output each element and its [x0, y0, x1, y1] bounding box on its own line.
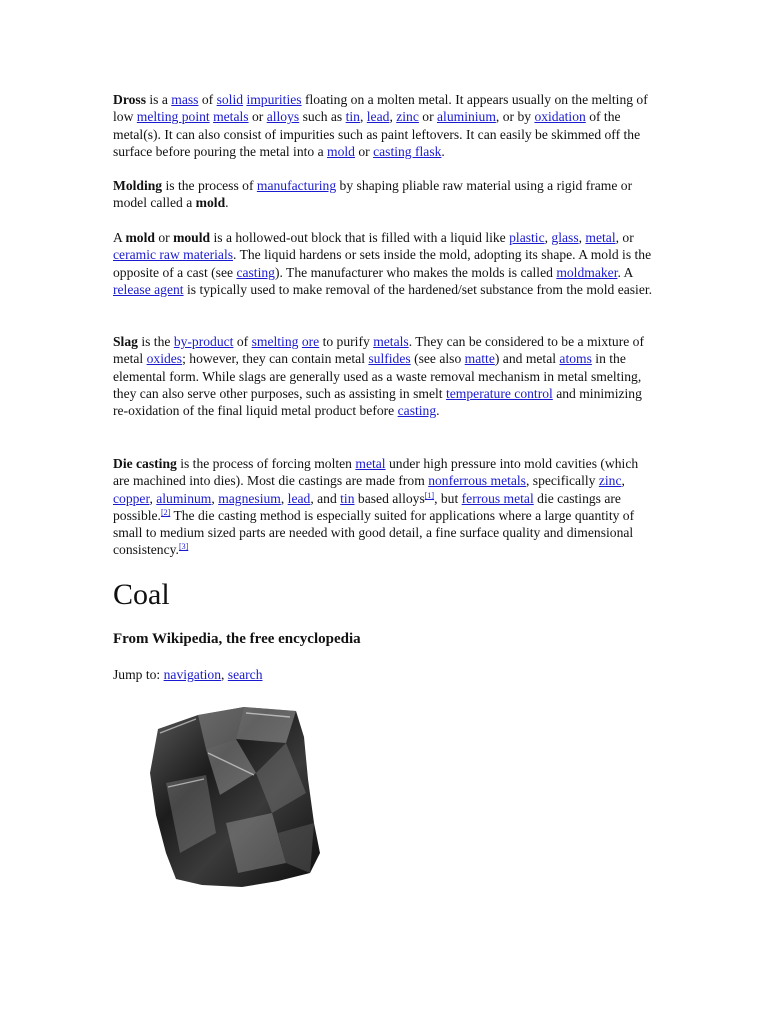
wiki-link-mass[interactable]: mass	[171, 92, 199, 107]
text-run: is the	[137, 334, 174, 349]
wiki-link-melting-point[interactable]: melting point	[136, 109, 210, 125]
text-run: or	[154, 230, 174, 245]
wiki-link-release-agent[interactable]: release agent	[113, 281, 184, 297]
bold-term: Dross	[113, 92, 146, 107]
text-run: is the process of forcing molten	[176, 456, 356, 471]
text-run: of	[198, 92, 217, 107]
bold-term: mold	[195, 195, 226, 211]
wiki-link-smelting[interactable]: smelting	[251, 334, 299, 349]
wiki-link-casting[interactable]: casting	[236, 264, 275, 280]
text-run: die castings are possible.	[113, 490, 621, 523]
text-run: ,	[578, 230, 586, 245]
wiki-link-atoms[interactable]: atoms	[559, 351, 592, 367]
text-run: such as	[299, 109, 346, 125]
text-run: by shaping pliable raw material using a rigid frame or model called a	[113, 178, 633, 211]
text-run: or	[418, 109, 438, 125]
bold-term: Molding	[113, 178, 163, 193]
wiki-link-aluminium[interactable]: aluminium	[437, 109, 496, 125]
bold-term: mould	[173, 230, 211, 245]
wiki-link-sulfides[interactable]: sulfides	[368, 351, 411, 367]
wiki-link-by-product[interactable]: by-product	[173, 334, 234, 349]
text-run: under high pressure into mold cavities (which are machined into dies). Most die castings are made from	[113, 456, 639, 489]
text-run: The die casting method is especially suited for applications where a large quantity of small to medium sized parts are needed with good detail, a fine surface quality and dimensional consistency.	[113, 507, 635, 558]
molding-paragraph	[113, 177, 653, 212]
text-run: or	[354, 143, 374, 159]
wiki-link-zinc[interactable]: zinc	[396, 109, 419, 125]
citation	[425, 491, 434, 500]
die-casting-paragraph	[113, 455, 653, 559]
text-run: (see also	[410, 351, 465, 367]
wiki-link-impurities[interactable]: impurities	[246, 92, 302, 107]
jump-to-bar	[113, 666, 263, 683]
text-run: ,	[211, 490, 219, 506]
wiki-link-mold[interactable]: mold	[327, 143, 355, 159]
text-run: ,	[149, 490, 157, 506]
citation	[179, 542, 188, 551]
wiki-link-ore[interactable]: ore	[301, 334, 320, 349]
wiki-link-nonferrous-metals[interactable]: nonferrous metals	[428, 473, 526, 489]
citation	[161, 508, 170, 517]
text-run: of	[233, 334, 252, 349]
text-run: , or	[615, 230, 634, 245]
wiki-link-casting[interactable]: casting	[397, 403, 437, 419]
text-run: is a hollowed-out block that is filled with a liquid like	[210, 230, 510, 245]
wiki-link-matte[interactable]: matte	[464, 351, 495, 367]
wiki-link-glass[interactable]: glass	[551, 230, 579, 245]
wiki-link-plastic[interactable]: plastic	[509, 230, 545, 245]
text-run: is a	[145, 92, 172, 107]
text-run: is typically used to make removal of the hardened/set substance from the mold easier.	[183, 281, 653, 297]
text-run: ; however, they can contain metal	[182, 351, 369, 367]
coal-facet-highlight	[236, 707, 296, 743]
mold-paragraph	[113, 229, 653, 298]
text-run: , and	[310, 490, 341, 506]
text-run: . A	[617, 264, 633, 280]
text-run: ,	[621, 473, 625, 489]
coal-lump-image	[146, 703, 322, 889]
text-run: based alloys	[354, 490, 425, 506]
text-run: ,	[544, 230, 552, 245]
text-run: A	[113, 230, 126, 245]
wiki-link-metal[interactable]: metal	[355, 456, 386, 471]
bold-term: Die casting	[113, 456, 177, 471]
wiki-link-temperature-control[interactable]: temperature control	[445, 385, 553, 401]
text-run: or	[248, 109, 267, 125]
text-run: , specifically	[525, 473, 599, 489]
text-run: ). The manufacturer who makes the molds is called	[274, 264, 557, 280]
wiki-link-lead[interactable]: lead	[287, 490, 311, 506]
text-run: .	[436, 403, 440, 419]
text-run: and minimizing re-oxidation of the final liquid metal product before	[113, 385, 642, 419]
wiki-link-oxidation[interactable]: oxidation	[534, 109, 586, 125]
wiki-link-aluminum[interactable]: aluminum	[156, 490, 212, 506]
wiki-link-metal[interactable]: metal	[585, 230, 616, 245]
text-run: ,	[280, 490, 288, 506]
text-run: , or by	[495, 109, 535, 125]
text-run: .	[441, 143, 445, 159]
text-run: . The liquid hardens or sets inside the mold, adopting its shape. A mold is the opposite of a cast (see	[113, 247, 652, 280]
text-run: floating on a molten metal. It appears usually on the melting of low	[113, 92, 648, 125]
text-run: ,	[359, 109, 367, 125]
wiki-link-ferrous-metal[interactable]: ferrous metal	[461, 490, 534, 506]
text-run: ) and metal	[494, 351, 560, 367]
bold-term: Slag	[113, 334, 138, 349]
wiki-link-tin[interactable]: tin	[345, 109, 360, 125]
wiki-link-magnesium[interactable]: magnesium	[218, 490, 281, 506]
page-title: Coal	[113, 578, 170, 611]
text-run: of the metal(s). It can also consist of impurities such as paint leftovers. It can easily be skimmed off the surface before pouring the metal into a	[113, 109, 641, 159]
citation-link[interactable]: [3]	[178, 542, 189, 552]
text-run: .	[225, 195, 229, 211]
search-link[interactable]: search	[227, 667, 263, 682]
citation-link[interactable]: [2]	[160, 507, 171, 517]
text-run: , but	[434, 490, 462, 506]
wiki-link-zinc[interactable]: zinc	[598, 473, 622, 489]
wiki-link-manufacturing[interactable]: manufacturing	[256, 178, 337, 193]
wiki-link-ceramic-raw-materials[interactable]: ceramic raw materials	[113, 247, 234, 263]
wiki-link-metals[interactable]: metals	[213, 109, 249, 125]
bold-term: mold	[125, 230, 155, 245]
wiki-link-metals[interactable]: metals	[373, 334, 409, 349]
text-run: in the elemental form. While slags are generally used as a waste removal mechanism in metal smelting, they can also serve other purposes, such as assisting in smelt	[113, 351, 642, 401]
wiki-link-casting-flask[interactable]: casting flask	[373, 143, 442, 159]
wiki-link-alloys[interactable]: alloys	[266, 109, 300, 125]
wiki-link-lead[interactable]: lead	[366, 109, 390, 125]
text-run: to purify	[319, 334, 374, 349]
slag-paragraph	[113, 333, 653, 419]
text-run: ,	[389, 109, 397, 125]
text-run: is the process of	[162, 178, 257, 193]
citation-link[interactable]: [1]	[424, 490, 435, 500]
wiki-link-tin[interactable]: tin	[340, 490, 355, 506]
dross-paragraph	[113, 91, 653, 160]
navigation-link[interactable]: navigation	[163, 667, 221, 682]
wiki-link-moldmaker[interactable]: moldmaker	[556, 264, 618, 280]
wiki-link-oxides[interactable]: oxides	[146, 351, 183, 367]
jump-separator: ,	[221, 667, 228, 682]
wiki-link-solid[interactable]: solid	[216, 92, 244, 107]
page-subtitle: From Wikipedia, the free encyclopedia	[113, 631, 361, 647]
wiki-link-copper[interactable]: copper	[113, 490, 150, 506]
text-run: . They can be considered to be a mixture of metal	[113, 334, 644, 367]
jump-to-label: Jump to:	[113, 667, 164, 682]
